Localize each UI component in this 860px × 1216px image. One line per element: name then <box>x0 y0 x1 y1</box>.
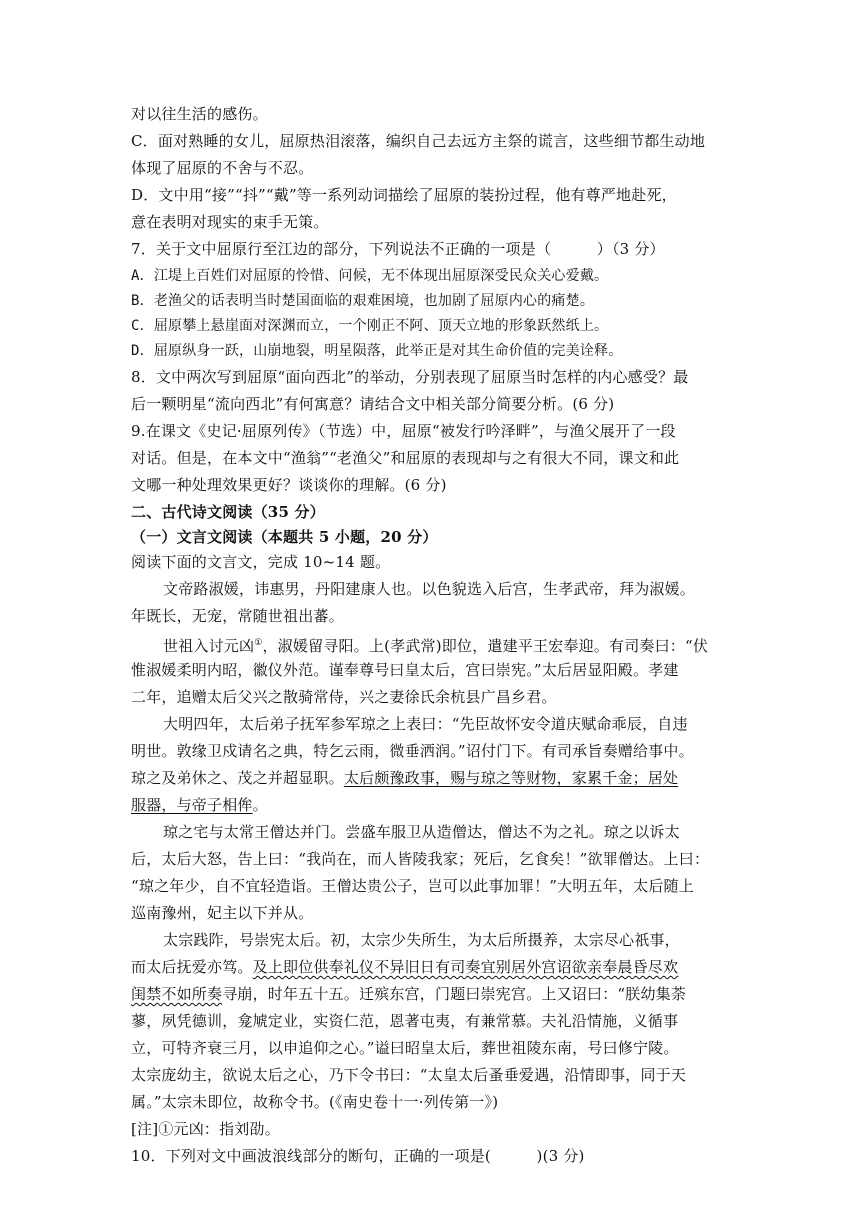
passage-p2 <box>163 633 708 656</box>
passage-p5-cont-2 <box>131 984 686 1004</box>
passage-p3: 大明四年，太后弟子抚军参军琼之上表曰：“先臣故怀安令道庆赋命乖辰，自违 <box>163 715 688 733</box>
q7-option-b: B．老渔父的话表明当时楚国面临的艰难困境，也加剧了屈原内心的痛楚。 <box>131 293 595 309</box>
footnote: [注]①元凶：指刘劭。 <box>131 1120 280 1138</box>
question-9-cont: 对话。但是，在本文中“渔翁”“老渔父”和屈原的表现却与之有很大不同，课文和此 <box>131 449 680 467</box>
passage-p3-cont-2 <box>131 768 678 788</box>
q6-option-c-cont: 体现了屈原的不舍与不忍。 <box>131 159 314 177</box>
q6-option-d-cont: 意在表明对现实的束手无策。 <box>131 213 329 231</box>
passage-p5-cont-6: 属。”太宗未即位，故称令书。(《南史卷十一·列传第一》) <box>131 1093 499 1111</box>
passage-p5-text: 而太后抚爱亦笃。 <box>131 958 253 976</box>
passage-p3-cont-3 <box>131 795 268 815</box>
q7-option-d: D．屈原纵身一跃，山崩地裂，明星陨落，此举正是对其生命价值的完美诠释。 <box>131 343 623 359</box>
underlined-sentence-end: 服器，与帝子相侔 <box>131 796 253 814</box>
passage-p4-cont: 后，太后大怒，告上曰：“我尚在，而人皆陵我家；死后，乞食矣！”欲罪僧达。上曰： <box>131 850 710 868</box>
passage-p5: 太宗践阼，号崇宪太后。初，太宗少失所生，为太后所摄养，太宗尽心祇事， <box>163 931 680 949</box>
option-b-continuation: 对以往生活的感伤。 <box>131 105 268 123</box>
subsection-heading: （一）文言文阅读（本题共 5 小题，20 分） <box>131 528 438 546</box>
footnote-marker: ① <box>254 638 263 648</box>
section-heading: 二、古代诗文阅读（35 分） <box>131 503 325 521</box>
passage-p1: 文帝路淑媛，讳惠男，丹阳建康人也。以色貌选入后宫，生孝武帝，拜为淑媛。 <box>163 580 696 598</box>
q6-option-d: D．文中用“接”“抖”“戴”等一系列动词描绘了屈原的装扮过程，他有尊严地赴死， <box>131 186 677 204</box>
passage-p5-cont-4: 立，可特齐衰三月，以申追仰之心。”谥曰昭皇太后，葬世祖陵东南，号曰修宁陵。 <box>131 1039 679 1057</box>
reading-instruction: 阅读下面的文言文，完成 10~14 题。 <box>131 553 391 571</box>
passage-p5-rest: 寻崩，时年五十五。迁殡东宫，门题曰崇宪宫。上又诏曰：“朕幼集荼 <box>222 985 687 1003</box>
passage-p2-rest: ，淑媛留寻阳。上(孝武常)即位，遣建平王宏奉迎。有司奏曰：“伏 <box>262 637 709 655</box>
passage-p5-cont <box>131 957 678 977</box>
underlined-sentence: 太后颇豫政事，赐与琼之等财物，家累千金；居处 <box>343 769 679 787</box>
passage-p4-cont-3: 巡南豫州，妃主以下并从。 <box>131 904 314 922</box>
passage-p1-cont: 年既长，无宠，常随世祖出蕃。 <box>131 607 344 625</box>
passage-p4: 琼之宅与太常王僧达并门。尝盛车服卫从造僧达，僧达不为之礼。琼之以诉太 <box>163 823 680 841</box>
question-7: 7．关于文中屈原行至江边的部分，下列说法不正确的一项是（ ）（3 分） <box>131 240 665 258</box>
passage-p5-cont-3: 蓼，夙凭德训，龛虓定业，实资仁范，恩著屯夷，有兼常慕。夫礼沿情施，义循事 <box>131 1012 679 1030</box>
passage-p3-text: 琼之及弟休之、茂之并超显职。 <box>131 769 344 787</box>
question-8: 8．文中两次写到屈原“面向西北”的举动，分别表现了屈原当时怎样的内心感受？最 <box>131 368 689 386</box>
period: 。 <box>252 796 268 814</box>
question-8-cont: 后一颗明星“流向西北”有何寓意？请结合文中相关部分简要分析。(6 分) <box>131 395 615 413</box>
q6-option-c: C．面对熟睡的女儿，屈原热泪滚落，编织自己去远方主祭的谎言，这些细节都生动地 <box>131 132 706 150</box>
passage-p2-cont-2: 二年，追赠太后父兴之散骑常侍，兴之妻徐氏余杭县广昌乡君。 <box>131 688 557 706</box>
q7-option-a: A．江堤上百姓们对屈原的怜惜、问候，无不体现出屈原深受民众关心爱戴。 <box>131 268 609 284</box>
passage-p5-cont-5: 太宗庞幼主，欲说太后之心，乃下令书曰：“太皇太后蚤垂爱遇，沿情即事，同于天 <box>131 1066 687 1084</box>
passage-p4-cont-2: “琼之年少，自不宜轻造诣。王僧达贵公子，岂可以此事加罪！”大明五年，太后随上 <box>131 877 694 895</box>
wavy-underlined-sentence: 及上即位供奉礼仪不异旧日有司奏宜别居外宫诏欲亲奉晨昏尽欢 <box>252 958 679 976</box>
question-9: 9.在课文《史记·屈原列传》（节选）中，屈原“被发行吟泽畔”，与渔父展开了一段 <box>131 422 676 440</box>
q7-option-c: C．屈原攀上悬崖面对深渊而立，一个刚正不阿、顶天立地的形象跃然纸上。 <box>131 318 609 334</box>
wavy-underlined-sentence-end: 闺禁不如所奏 <box>131 985 223 1003</box>
passage-p3-cont: 明世。敦缘卫戍请名之典，特乞云雨，微垂洒润。”诏付门下。有司承旨奏赠给事中。 <box>131 742 694 760</box>
question-10: 10．下列对文中画波浪线部分的断句，正确的一项是( )(3 分) <box>131 1147 585 1165</box>
question-9-cont-2: 文哪一种处理效果更好？谈谈你的理解。(6 分) <box>131 476 447 494</box>
passage-p2-cont: 惟淑媛柔明内昭，徽仪外范。谨奉尊号曰皇太后，宫曰崇宪。”太后居显阳殿。孝建 <box>131 661 679 679</box>
passage-p2-start: 世祖入讨元凶 <box>163 637 255 655</box>
